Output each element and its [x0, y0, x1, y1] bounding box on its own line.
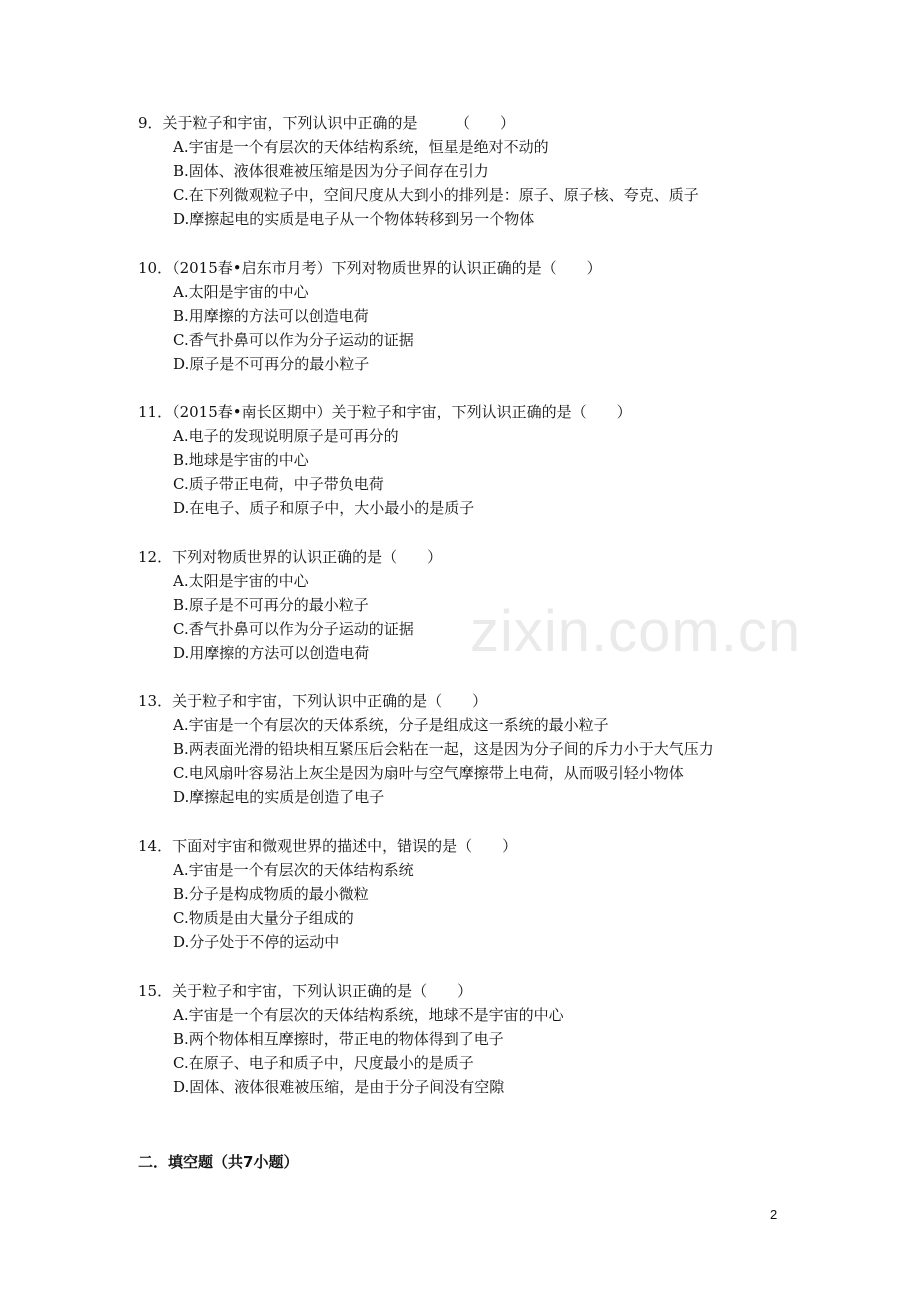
option-d: D.原子是不可再分的最小粒子: [173, 355, 370, 373]
question-stem: 9．关于粒子和宇宙，下列认识中正确的是 （ ）: [138, 114, 516, 132]
option-c: C.香气扑鼻可以作为分子运动的证据: [173, 331, 414, 349]
question-10: [138, 256, 798, 376]
option-a: A.电子的发现说明原子是可再分的: [173, 427, 399, 445]
option-d: D.分子处于不停的运动中: [173, 933, 340, 951]
option-d: D.用摩擦的方法可以创造电荷: [173, 644, 370, 662]
question-stem: 13．关于粒子和宇宙，下列认识中正确的是（ ）: [138, 692, 488, 710]
section-heading: 二．填空题（共7小题）: [138, 1153, 299, 1171]
option-b: B.用摩擦的方法可以创造电荷: [173, 307, 369, 325]
question-11: [138, 400, 798, 520]
option-a: A.宇宙是一个有层次的天体结构系统，地球不是宇宙的中心: [173, 1006, 564, 1024]
question-13: [138, 689, 798, 809]
option-b: B.两表面光滑的铅块相互紧压后会粘在一起，这是因为分子间的斥力小于大气压力: [173, 740, 714, 758]
question-14: [138, 834, 798, 954]
option-d: D.固体、液体很难被压缩，是由于分子间没有空隙: [173, 1078, 505, 1096]
option-d: D.摩擦起电的实质是电子从一个物体转移到另一个物体: [173, 210, 535, 228]
option-d: D.在电子、质子和原子中，大小最小的是质子: [173, 499, 475, 517]
option-c: C.物质是由大量分子组成的: [173, 909, 354, 927]
question-stem: 10．（2015春•启东市月考）下列对物质世界的认识正确的是（ ）: [138, 259, 602, 277]
option-a: A.宇宙是一个有层次的天体结构系统，恒星是绝对不动的: [173, 138, 549, 156]
option-a: A.宇宙是一个有层次的天体系统，分子是组成这一系统的最小粒子: [173, 716, 609, 734]
option-a: A.太阳是宇宙的中心: [173, 572, 309, 590]
option-b: B.固体、液体很难被压缩是因为分子间存在引力: [173, 162, 489, 180]
option-b: B.两个物体相互摩擦时，带正电的物体得到了电子: [173, 1030, 504, 1048]
question-stem: 14．下面对宇宙和微观世界的描述中，错误的是（ ）: [138, 837, 518, 855]
option-c: C.香气扑鼻可以作为分子运动的证据: [173, 620, 414, 638]
option-a: A.太阳是宇宙的中心: [173, 283, 309, 301]
question-12: [138, 545, 798, 665]
option-b: B.地球是宇宙的中心: [173, 451, 309, 469]
question-15: [138, 979, 798, 1099]
option-c: C.质子带正电荷，中子带负电荷: [173, 475, 384, 493]
option-b: B.分子是构成物质的最小微粒: [173, 885, 369, 903]
watermark: zixin.com.cn: [470, 599, 802, 664]
option-a: A.宇宙是一个有层次的天体结构系统: [173, 861, 414, 879]
option-b: B.原子是不可再分的最小粒子: [173, 596, 369, 614]
question-9: [138, 111, 798, 231]
question-stem: 12．下列对物质世界的认识正确的是（ ）: [138, 548, 443, 566]
page-number: 2: [770, 1207, 778, 1222]
option-c: C.在下列微观粒子中，空间尺度从大到小的排列是：原子、原子核、夸克、质子: [173, 186, 699, 204]
option-c: C.电风扇叶容易沾上灰尘是因为扇叶与空气摩擦带上电荷，从而吸引轻小物体: [173, 764, 684, 782]
option-c: C.在原子、电子和质子中，尺度最小的是质子: [173, 1054, 474, 1072]
question-stem: 15．关于粒子和宇宙，下列认识正确的是（ ）: [138, 982, 473, 1000]
question-stem: 11．（2015春•南长区期中）关于粒子和宇宙，下列认识正确的是（ ）: [138, 403, 632, 421]
option-d: D.摩擦起电的实质是创造了电子: [173, 788, 385, 806]
